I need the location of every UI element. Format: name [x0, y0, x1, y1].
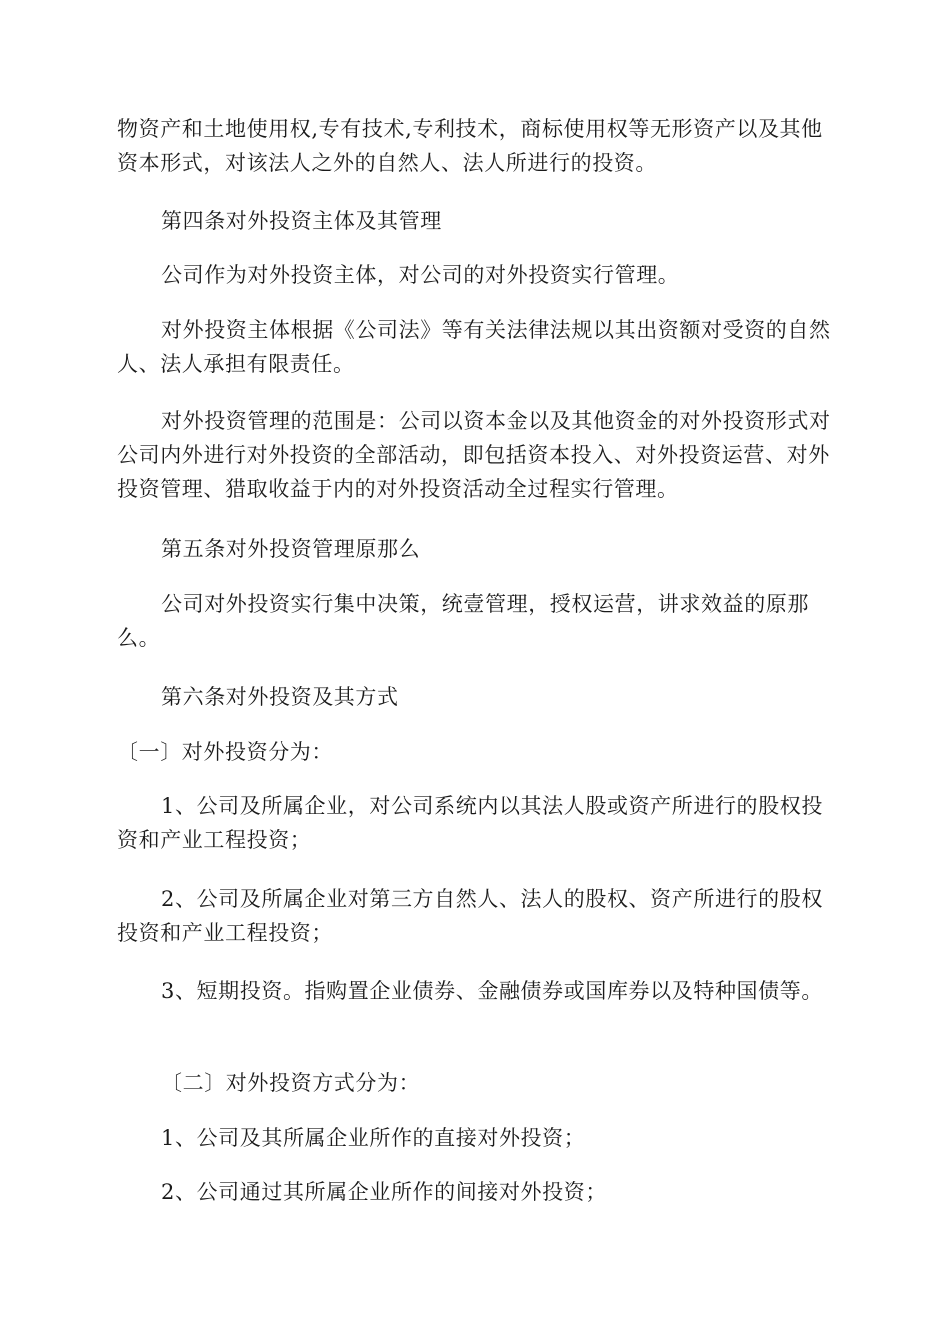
list-item-1: 1、公司及所属企业，对公司系统内以其法人股或资产所进行的股权投资和产业工程投资； [117, 794, 823, 852]
section-2-heading: 〔二〕对外投资方式分为： [161, 1071, 421, 1095]
article-5-heading: 第五条对外投资管理原那么 [161, 537, 421, 561]
paragraph-scope: 对外投资管理的范围是：公司以资本金以及其他资金的对外投资形式对公司内外进行对外投资的全部活动，即包括资本投入、对外投资运营、对外投资管理、猎取收益于内的对外投资活动全过程实行管理。 [117, 409, 831, 501]
article-6-heading: 第六条对外投资及其方式 [161, 685, 399, 709]
article-4-heading: 第四条对外投资主体及其管理 [161, 209, 442, 233]
section-1-heading: 〔一〕对外投资分为： [117, 740, 333, 764]
paragraph-principles: 公司对外投资实行集中决策，统壹管理，授权运营，讲求效益的原那么。 [117, 592, 809, 650]
paragraph-liability: 对外投资主体根据《公司法》等有关法律法规以其出资额对受资的自然人、法人承担有限责任。 [117, 318, 831, 376]
paragraph-continuation: 物资产和土地使用权,专有技术,专利技术，商标使用权等无形资产以及其他资本形式，对该法人之外的自然人、法人所进行的投资。 [117, 117, 823, 175]
method-item-2: 2、公司通过其所属企业所作的间接对外投资； [161, 1180, 607, 1204]
paragraph-investment-subject: 公司作为对外投资主体，对公司的对外投资实行管理。 [161, 263, 680, 287]
method-item-1: 1、公司及其所属企业所作的直接对外投资； [161, 1126, 586, 1150]
list-item-2: 2、公司及所属企业对第三方自然人、法人的股权、资产所进行的股权投资和产业工程投资； [117, 887, 823, 945]
list-item-3: 3、短期投资。指购置企业债券、金融债券或国库券以及特种国债等。 [161, 979, 823, 1003]
